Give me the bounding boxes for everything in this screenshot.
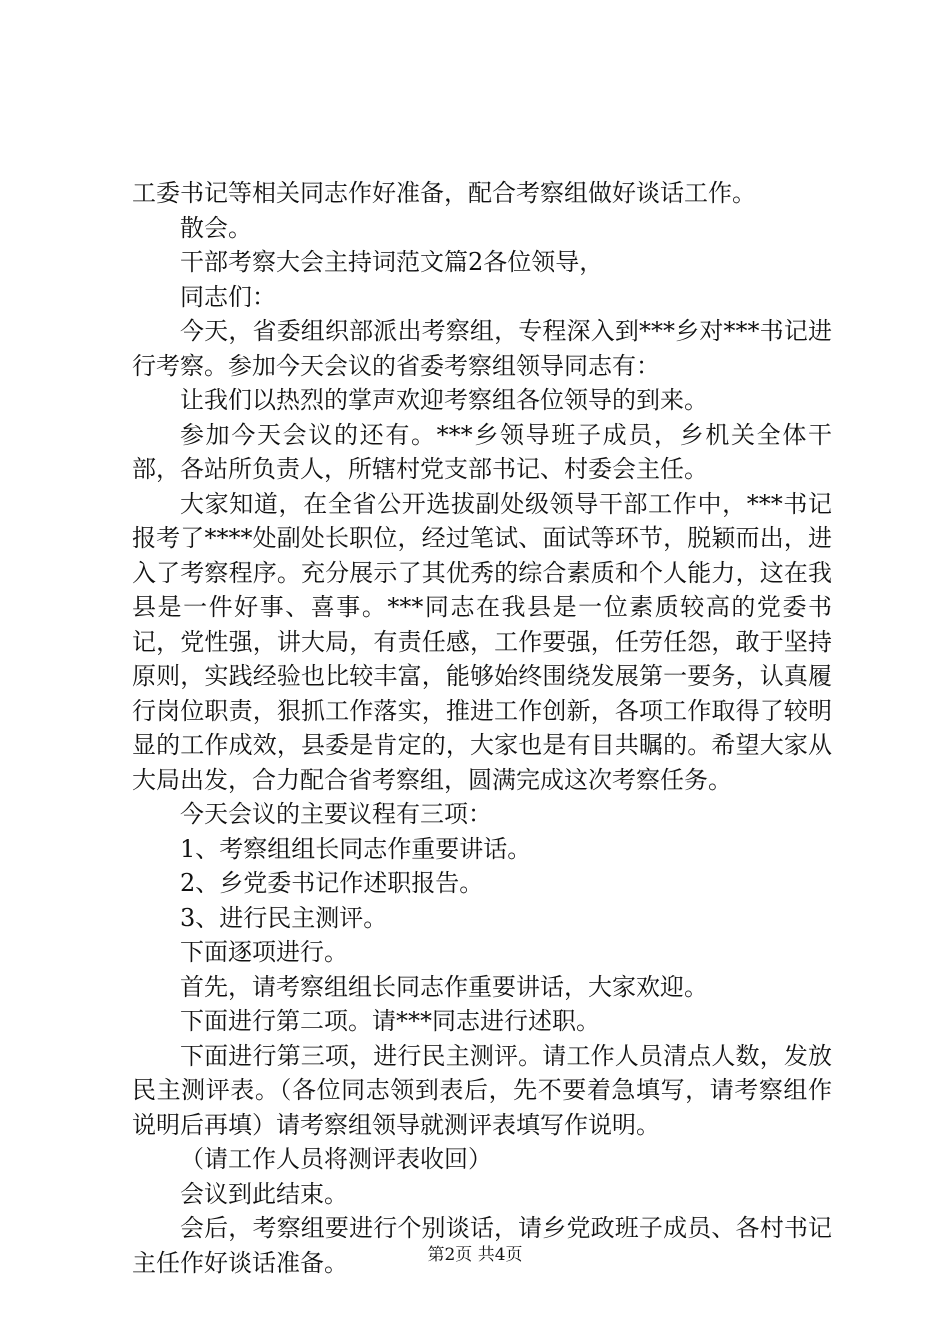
- paragraph-welcome: 让我们以热烈的掌声欢迎考察组各位领导的到来。: [180, 386, 708, 414]
- document-body: [132, 176, 832, 1280]
- agenda-item-1: 1、考察组组长同志作重要讲话。: [180, 834, 532, 863]
- paragraph-attendees: 参加今天会议的还有。***乡领导班子成员，乡机关全体干部，各站所负责人，所辖村党支部书记、村委会主任。: [132, 420, 832, 483]
- paragraph-third-item: 下面进行第三项，进行民主测评。请工作人员清点人数，发放民主测评表。（各位同志领到表后，先不要着急填写，请考察组作说明后再填）请考察组领导就测评表填写作说明。: [132, 1041, 832, 1139]
- paragraph-second-item: 下面进行第二项。请***同志进行述职。: [180, 1007, 600, 1035]
- paragraph-after-meeting: 会后，考察组要进行个别谈话，请乡党政班子成员、各村书记主任作好谈话准备。: [132, 1214, 832, 1277]
- page-number-footer: 第2页 共4页: [427, 1245, 523, 1265]
- paragraph-first-item: 首先，请考察组组长同志作重要讲话，大家欢迎。: [180, 972, 708, 1001]
- agenda-item-2: 2、乡党委书记作述职报告。: [180, 869, 484, 897]
- paragraph-continuation: 工委书记等相关同志作好准备，配合考察组做好谈话工作。: [132, 179, 756, 207]
- paragraph-collect-forms: （请工作人员将测评表收回）: [180, 1145, 492, 1173]
- paragraph-greeting: 同志们：: [180, 282, 276, 311]
- paragraph-proceed: 下面逐项进行。: [180, 938, 348, 966]
- paragraph-title-greeting: 干部考察大会主持词范文篇2各位领导，: [180, 248, 604, 276]
- paragraph-background: 大家知道，在全省公开选拔副处级领导干部工作中，***书记报考了****处副处长职位，经过笔试、面试等环节，脱颖而出，进入了考察程序。充分展示了其优秀的综合素质和个人能力，这在我县是一件好事、喜事。***同志在我县是一位素质较高的党委书记，党性强，讲大局，有责任感，工作要强，任劳任怨，敢于坚持原则，实践经验也比较丰富，能够始终围绕发展第一要务，认真履行岗位职责，狠抓工作落实，推进工作创新，各项工作取得了较明显的工作成效，县委是肯定的，大家也是有目共瞩的。希望大家从大局出发，合力配合省考察组，圆满完成这次考察任务。: [132, 489, 832, 794]
- paragraph-meeting-end: 会议到此结束。: [180, 1179, 348, 1208]
- paragraph-adjourn: 散会。: [180, 213, 252, 242]
- paragraph-intro: 今天，省委组织部派出考察组，专程深入到***乡对***书记进行考察。参加今天会议的省委考察组领导同志有：: [132, 317, 832, 380]
- paragraph-agenda-intro: 今天会议的主要议程有三项：: [180, 800, 492, 828]
- agenda-item-3: 3、进行民主测评。: [180, 903, 388, 932]
